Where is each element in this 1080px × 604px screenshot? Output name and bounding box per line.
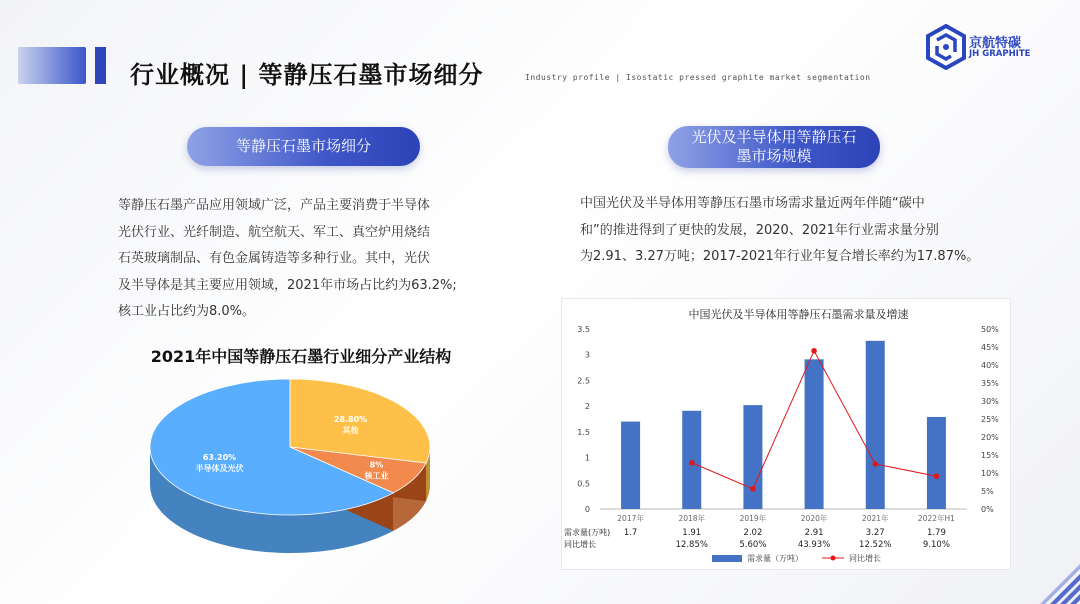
table-cell: 5.60% — [739, 540, 767, 550]
bar-chart-title: 中国光伏及半导体用等静压石墨需求量及增速 — [688, 308, 909, 321]
left-paragraph-line: 石英玻璃制品、有色金属铸造等多种行业。其中，光伏 — [118, 251, 431, 266]
growth-point — [811, 348, 817, 354]
y-right-tick-label: 0% — [981, 505, 994, 514]
table-cell: 9.10% — [922, 540, 950, 550]
table-cell: 3.27 — [865, 528, 885, 538]
x-tick-label: 2017年 — [617, 514, 644, 523]
bar-line-chart-panel — [561, 298, 1011, 570]
pie-value-label: 63.20% — [202, 453, 237, 463]
y-left-tick-label: 2.5 — [577, 376, 590, 386]
logo-text-cn: 京航特碳 — [969, 36, 1022, 51]
y-left-tick-label: 2 — [584, 402, 590, 412]
pill-right-line: 墨市场规模 — [736, 147, 812, 165]
y-right-tick-label: 40% — [981, 361, 999, 370]
pie-chart — [140, 372, 440, 562]
x-tick-label: 2018年 — [678, 514, 706, 523]
pie-category-label: 其他 — [342, 425, 359, 435]
legend-bar-swatch — [712, 555, 742, 562]
pill-right-line: 光伏及半导体用等静压石 — [691, 128, 857, 146]
pie-value-label: 8% — [369, 460, 384, 470]
growth-point — [689, 460, 695, 466]
bar — [927, 417, 946, 509]
corner-stripes-decoration — [990, 534, 1080, 604]
table-cell: 1.91 — [682, 528, 702, 538]
table-cell: 1.7 — [623, 528, 638, 538]
left-paragraph-line: 及半导体是其主要应用领域，2021年市场占比约为63.2%; — [118, 277, 457, 293]
company-logo — [925, 24, 1045, 70]
y-right-tick-label: 10% — [981, 469, 999, 478]
y-left-tick-label: 3.5 — [577, 325, 590, 334]
left-paragraph-line: 等静压石墨产品应用领域广泛，产品主要消费于半导体 — [118, 198, 431, 213]
y-right-tick-label: 45% — [981, 343, 999, 352]
right-paragraph-line: 和”的推进得到了更快的发展，2020、2021年行业需求量分别 — [580, 222, 939, 238]
table-cell: 12.85% — [675, 540, 708, 550]
legend-bar-label: 需求量（万吨） — [747, 554, 803, 563]
y-right-tick-label: 15% — [981, 451, 999, 460]
bar — [805, 359, 824, 509]
x-tick-label: 2019年 — [739, 514, 767, 523]
right-paragraph-line: 为2.91、3.27万吨；2017-2021年行业年复合增长率约为17.87%。 — [580, 249, 980, 264]
right-paragraph — [580, 191, 990, 271]
y-right-tick-label: 30% — [981, 397, 999, 406]
pie-value-label: 28.80% — [333, 414, 368, 424]
pie-category-label: 核工业 — [364, 471, 389, 481]
y-right-tick-label: 50% — [981, 325, 999, 334]
logo-text-en: JH GRAPHITE — [969, 49, 1031, 59]
x-tick-label: 2020年 — [800, 514, 828, 523]
table-cell: 1.79 — [926, 528, 946, 538]
table-row-label: 同比增长 — [564, 540, 596, 549]
pie-chart-title: 2021年中国等静压石墨行业细分产业结构 — [150, 347, 452, 366]
y-left-tick-label: 0 — [584, 505, 590, 514]
header-decoration-bar — [18, 47, 86, 84]
page-title: 行业概况 | 等静压石墨市场细分 — [130, 60, 484, 89]
legend-line-label: 同比增长 — [849, 554, 881, 563]
x-tick-label: 2022年H1 — [917, 514, 955, 523]
y-left-tick-label: 0.5 — [577, 479, 590, 489]
y-left-tick-label: 3 — [584, 350, 590, 360]
table-row-label: 需求量(万吨) — [564, 528, 611, 537]
growth-point — [750, 486, 756, 492]
header-decoration-block — [95, 47, 106, 84]
y-right-tick-label: 35% — [981, 379, 999, 388]
bar — [621, 422, 640, 509]
right-paragraph-line: 中国光伏及半导体用等静压石墨市场需求量近两年伴随“碳中 — [580, 196, 925, 211]
y-right-tick-label: 5% — [981, 487, 994, 496]
table-cell: 2.91 — [804, 528, 824, 538]
bar — [743, 405, 762, 509]
table-cell: 43.93% — [797, 540, 831, 550]
logo-hexagon-icon — [925, 24, 967, 70]
section-pill-left: 等静压石墨市场细分 — [187, 127, 420, 166]
growth-point — [934, 473, 940, 479]
left-paragraph-line: 光伏行业、光纤制造、航空航天、军工、真空炉用烧结 — [118, 224, 431, 240]
growth-point — [872, 461, 878, 467]
left-paragraph-line: 核工业占比约为8.0%。 — [118, 304, 256, 319]
y-right-tick-label: 20% — [981, 433, 999, 442]
page-subtitle-en: Industry profile | Isostatic pressed graphite market segmentation — [525, 73, 871, 82]
table-cell: 12.52% — [859, 540, 892, 550]
table-cell: 2.02 — [743, 528, 763, 538]
y-left-tick-label: 1 — [584, 453, 590, 463]
y-right-tick-label: 25% — [981, 415, 999, 424]
bar-line-chart — [562, 299, 1010, 569]
y-left-tick-label: 1.5 — [577, 427, 590, 437]
left-paragraph — [118, 193, 490, 326]
bar — [866, 341, 885, 509]
legend-line-marker — [831, 556, 836, 561]
bar — [682, 411, 701, 509]
pie-category-label: 半导体及光伏 — [195, 464, 244, 474]
section-pill-right — [668, 126, 880, 168]
x-tick-label: 2021年 — [861, 514, 889, 523]
